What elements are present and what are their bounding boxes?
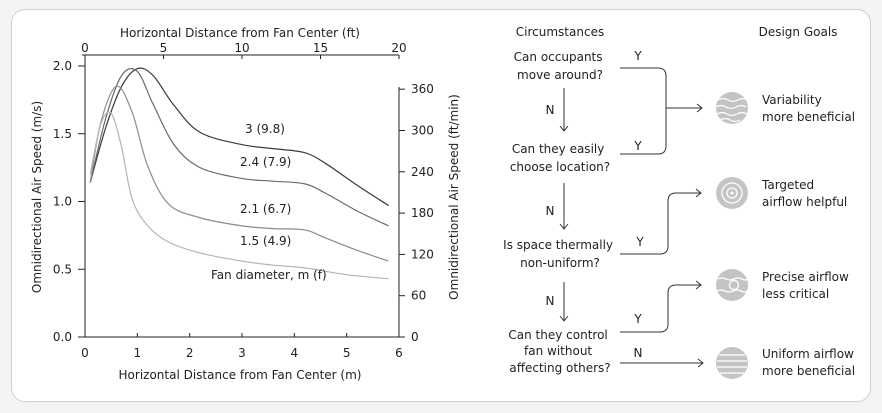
down-arrow-2 (560, 183, 568, 229)
top-x-tick-label: 10 (234, 41, 250, 55)
question-control-fan: Can they control fan without affecting others? (508, 328, 611, 375)
right-y-tick-label: 0 (411, 330, 419, 344)
bottom-x-tick-label: 4 (290, 346, 299, 360)
right-y-axis-label: Omnidirectional Air Speed (ft/min) (447, 94, 461, 300)
design-goals-header: Design Goals (758, 25, 838, 39)
bottom-x-tick-label: 1 (133, 346, 142, 360)
circumstances-header: Circumstances (515, 25, 605, 39)
top-x-axis-label: Horizontal Distance from Fan Center (ft) (120, 26, 360, 40)
down-arrow-1 (560, 88, 568, 131)
target-rings-icon (716, 177, 748, 209)
arrow-to-uniform (620, 359, 703, 367)
no-label-2: N (545, 204, 555, 218)
goal-targeted: Targeted airflow helpful (762, 178, 848, 209)
yes-label-1: Y (634, 49, 642, 63)
yes-bracket-top (620, 68, 666, 154)
yes-label-4: Y (634, 312, 642, 326)
no-label-3: N (545, 294, 555, 308)
goal-uniform: Uniform airflow more beneficial (762, 347, 856, 378)
bottom-x-tick-label: 2 (185, 346, 194, 360)
arrow-to-variability (666, 104, 702, 112)
bottom-x-tick-label: 0 (81, 346, 89, 360)
bottom-x-tick-label: 5 (342, 346, 351, 360)
down-arrows (560, 88, 568, 321)
yes-label-2: Y (634, 139, 642, 153)
bottom-x-tick-label: 3 (238, 346, 246, 360)
left-y-tick-label: 0.0 (52, 330, 72, 344)
bottom-x-tick-label: 6 (395, 346, 403, 360)
question-move-around: Can occupants move around? (513, 50, 603, 82)
left-y-tick-label: 1.0 (52, 194, 72, 209)
left-y-tick-label: 2.0 (52, 59, 72, 73)
yes-label-3: Y (636, 235, 644, 249)
left-y-tick-label: 1.5 (52, 126, 72, 141)
uniform-stripes-icon (716, 347, 748, 379)
series-label-1: 2.4 (7.9) (240, 155, 292, 169)
fan-diameter-annotation: Fan diameter, m (f) (211, 268, 327, 282)
right-y-tick-label: 240 (411, 164, 434, 179)
no-label-1: N (545, 103, 555, 117)
goal-variability: Variability more beneficial (762, 93, 856, 124)
right-y-tick-label: 120 (411, 247, 434, 262)
top-x-tick-label: 15 (312, 41, 329, 55)
bottom-x-axis-label: Horizontal Distance from Fan Center (m) (118, 368, 362, 382)
question-thermally-nonuniform: Is space thermally non-uniform? (503, 238, 614, 270)
left-y-tick-label: 0.5 (52, 262, 72, 277)
right-y-tick-label: 360 (411, 82, 434, 97)
series-label-0: 3 (9.8) (245, 122, 285, 136)
down-arrow-3 (560, 282, 568, 321)
question-choose-location: Can they easily choose location? (509, 142, 611, 174)
yes-branches (620, 68, 703, 367)
right-y-tick-label: 60 (411, 288, 427, 303)
no-label-4: N (633, 346, 643, 360)
series-label-3: 1.5 (4.9) (240, 234, 292, 248)
top-x-tick-label: 20 (391, 41, 407, 55)
arrow-to-targeted (620, 189, 701, 254)
arrow-to-precise (620, 281, 701, 332)
wavy-airflow-icon (716, 92, 748, 124)
precise-airflow-icon (716, 269, 748, 301)
right-y-tick-label: 180 (411, 206, 434, 221)
series-label-2: 2.1 (6.7) (240, 202, 292, 216)
goal-precise: Precise airflow less critical (762, 270, 849, 301)
left-y-axis-label: Omnidirectional Air Speed (m/s) (30, 100, 44, 294)
top-x-tick-label: 5 (159, 41, 168, 55)
top-x-tick-label: 0 (81, 41, 89, 55)
right-y-tick-label: 300 (411, 123, 434, 138)
